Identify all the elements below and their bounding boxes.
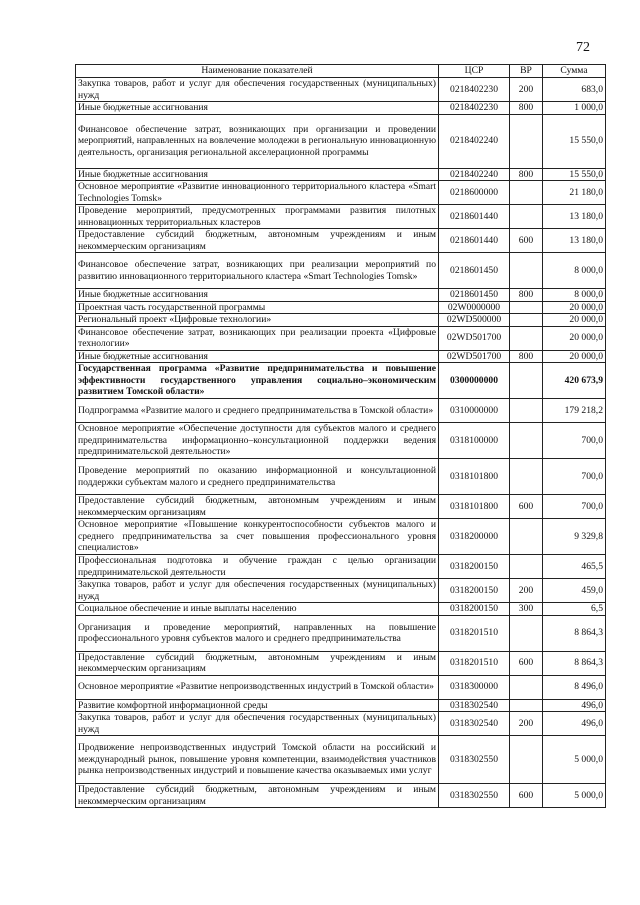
row-name-cell: Закупка товаров, работ и услуг для обеспечения государственных (муниципальных) нужд	[76, 78, 439, 102]
row-sum-cell: 13 180,0	[543, 229, 606, 253]
row-name-cell: Предоставление субсидий бюджетным, автономным учреждениям и иным некоммерческим организациям	[76, 229, 439, 253]
row-name-cell: Иные бюджетные ассигнования	[76, 102, 439, 115]
table-row	[76, 181, 606, 205]
row-name-cell: Профессиональная подготовка и обучение граждан с целью организации предпринимательской деятельности	[76, 555, 439, 579]
budget-table	[75, 64, 606, 808]
row-sum-cell: 8 000,0	[543, 253, 606, 289]
row-vr-cell	[510, 301, 543, 314]
row-vr-cell	[510, 114, 543, 168]
row-csr-cell: 0318200000	[439, 519, 510, 555]
row-name-cell: Финансовое обеспечение затрат, возникающих при реализации проекта «Цифровые технологии»	[76, 326, 439, 350]
row-vr-cell	[510, 363, 543, 399]
row-vr-cell	[510, 459, 543, 495]
table-row	[76, 326, 606, 350]
table-row	[76, 675, 606, 699]
row-name-cell: Проектная часть государственной программы	[76, 301, 439, 314]
row-name-cell: Закупка товаров, работ и услуг для обеспечения государственных (муниципальных) нужд	[76, 579, 439, 603]
row-name-cell: Основное мероприятие «Развитие непроизводственных индустрий в Томской области»	[76, 675, 439, 699]
table-row	[76, 301, 606, 314]
row-name-cell: Финансовое обеспечение затрат, возникающих при организации и проведении мероприятий, направленных на вовлечение молодежи в региональную инновационную деятельность, организация региональной акселерационной программы	[76, 114, 439, 168]
row-vr-cell	[510, 423, 543, 459]
table-row	[76, 314, 606, 327]
row-csr-cell: 0318201510	[439, 615, 510, 651]
row-vr-cell: 200	[510, 712, 543, 736]
row-csr-cell: 02W0000000	[439, 301, 510, 314]
row-vr-cell	[510, 314, 543, 327]
row-vr-cell: 600	[510, 229, 543, 253]
table-body	[76, 78, 606, 808]
table-row	[76, 651, 606, 675]
row-vr-cell: 600	[510, 495, 543, 519]
row-sum-cell: 179 218,2	[543, 399, 606, 423]
row-sum-cell: 683,0	[543, 78, 606, 102]
table-row	[76, 78, 606, 102]
header-name: Наименование показателей	[76, 65, 439, 78]
row-sum-cell: 496,0	[543, 712, 606, 736]
row-sum-cell: 13 180,0	[543, 205, 606, 229]
row-sum-cell: 8 864,3	[543, 651, 606, 675]
row-sum-cell: 700,0	[543, 423, 606, 459]
row-vr-cell: 200	[510, 579, 543, 603]
row-vr-cell	[510, 326, 543, 350]
table-row	[76, 555, 606, 579]
row-vr-cell: 800	[510, 350, 543, 363]
row-name-cell: Основное мероприятие «Повышение конкурентоспособности субъектов малого и среднего предпринимательства за счет повышения профессионального уровня специалистов»	[76, 519, 439, 555]
row-name-cell: Иные бюджетные ассигнования	[76, 289, 439, 302]
row-csr-cell: 02WD501700	[439, 326, 510, 350]
table-row	[76, 102, 606, 115]
table-row	[76, 399, 606, 423]
row-vr-cell	[510, 736, 543, 784]
row-sum-cell: 21 180,0	[543, 181, 606, 205]
row-name-cell: Предоставление субсидий бюджетным, автономным учреждениям и иным некоммерческим организациям	[76, 784, 439, 808]
row-vr-cell: 300	[510, 603, 543, 616]
row-csr-cell: 0218601450	[439, 253, 510, 289]
row-name-cell: Проведение мероприятий, предусмотренных программами развития пилотных инновационных территориальных кластеров	[76, 205, 439, 229]
row-csr-cell: 0218601440	[439, 205, 510, 229]
row-csr-cell: 0300000000	[439, 363, 510, 399]
table-row	[76, 205, 606, 229]
row-vr-cell: 600	[510, 784, 543, 808]
row-csr-cell: 0318200150	[439, 579, 510, 603]
row-csr-cell: 0318302540	[439, 712, 510, 736]
row-csr-cell: 02WD500000	[439, 314, 510, 327]
row-name-cell: Иные бюджетные ассигнования	[76, 350, 439, 363]
table-row	[76, 229, 606, 253]
row-name-cell: Иные бюджетные ассигнования	[76, 168, 439, 181]
row-name-cell: Региональный проект «Цифровые технологии»	[76, 314, 439, 327]
row-csr-cell: 0318201510	[439, 651, 510, 675]
row-csr-cell: 0318302550	[439, 736, 510, 784]
row-vr-cell	[510, 253, 543, 289]
row-vr-cell: 800	[510, 289, 543, 302]
row-vr-cell: 800	[510, 168, 543, 181]
row-csr-cell: 0318101800	[439, 495, 510, 519]
row-sum-cell: 20 000,0	[543, 314, 606, 327]
row-csr-cell: 0318302550	[439, 784, 510, 808]
row-name-cell: Предоставление субсидий бюджетным, автономным учреждениям и иным некоммерческим организациям	[76, 495, 439, 519]
row-name-cell: Основное мероприятие «Развитие инновационного территориального кластера «Smart Technologies Tomsk»	[76, 181, 439, 205]
table-row	[76, 579, 606, 603]
row-csr-cell: 0218600000	[439, 181, 510, 205]
row-vr-cell	[510, 181, 543, 205]
row-csr-cell: 0218601440	[439, 229, 510, 253]
row-sum-cell: 15 550,0	[543, 114, 606, 168]
row-sum-cell: 8 000,0	[543, 289, 606, 302]
row-sum-cell: 15 550,0	[543, 168, 606, 181]
row-vr-cell	[510, 699, 543, 712]
row-sum-cell: 20 000,0	[543, 350, 606, 363]
row-csr-cell: 0218402240	[439, 114, 510, 168]
row-vr-cell	[510, 205, 543, 229]
row-name-cell: Продвижение непроизводственных индустрий Томской области на российский и международный рынок, повышение уровня компетенции, взаимодействия участников рынка непроизводственных индустрий и повышение качества оказываемых ими услуг	[76, 736, 439, 784]
row-csr-cell: 0218402230	[439, 78, 510, 102]
table-row	[76, 603, 606, 616]
table-row	[76, 736, 606, 784]
row-sum-cell: 700,0	[543, 459, 606, 495]
row-sum-cell: 6,5	[543, 603, 606, 616]
row-vr-cell	[510, 555, 543, 579]
header-csr: ЦСР	[439, 65, 510, 78]
row-sum-cell: 465,5	[543, 555, 606, 579]
row-vr-cell: 800	[510, 102, 543, 115]
table-row	[76, 253, 606, 289]
row-name-cell: Предоставление субсидий бюджетным, автономным учреждениям и иным некоммерческим организациям	[76, 651, 439, 675]
table-row	[76, 459, 606, 495]
page-number: 72	[576, 40, 590, 55]
row-csr-cell: 0318101800	[439, 459, 510, 495]
table-row	[76, 519, 606, 555]
row-sum-cell: 5 000,0	[543, 736, 606, 784]
row-sum-cell: 8 864,3	[543, 615, 606, 651]
row-sum-cell: 1 000,0	[543, 102, 606, 115]
row-csr-cell: 0218402240	[439, 168, 510, 181]
row-sum-cell: 8 496,0	[543, 675, 606, 699]
table-row	[76, 495, 606, 519]
row-csr-cell: 0218601450	[439, 289, 510, 302]
row-name-cell: Организация и проведение мероприятий, направленных на повышение профессионального уровня субъектов малого и среднего предпринимательства	[76, 615, 439, 651]
row-sum-cell: 20 000,0	[543, 301, 606, 314]
table-row	[76, 423, 606, 459]
table-row	[76, 289, 606, 302]
table-row	[76, 168, 606, 181]
table-row	[76, 114, 606, 168]
row-name-cell: Развитие комфортной информационной среды	[76, 699, 439, 712]
table-row	[76, 363, 606, 399]
row-sum-cell: 459,0	[543, 579, 606, 603]
row-name-cell: Финансовое обеспечение затрат, возникающих при реализации мероприятий по развитию инновационного территориального кластера «Smart Technologies Tomsk»	[76, 253, 439, 289]
row-vr-cell	[510, 399, 543, 423]
table-row	[76, 699, 606, 712]
row-csr-cell: 0318100000	[439, 423, 510, 459]
row-sum-cell: 496,0	[543, 699, 606, 712]
row-name-cell: Основное мероприятие «Обеспечение доступности для субъектов малого и среднего предпринимательства информационно–консультационной поддержки ведения предпринимательской деятельности»	[76, 423, 439, 459]
row-csr-cell: 0318300000	[439, 675, 510, 699]
row-vr-cell: 600	[510, 651, 543, 675]
row-name-cell: Государственная программа «Развитие предпринимательства и повышение эффективности государственного управления социально–экономическим развитием Томской области»	[76, 363, 439, 399]
row-csr-cell: 02WD501700	[439, 350, 510, 363]
header-sum: Сумма	[543, 65, 606, 78]
row-csr-cell: 0318200150	[439, 603, 510, 616]
table-row	[76, 350, 606, 363]
row-csr-cell: 0310000000	[439, 399, 510, 423]
row-name-cell: Социальное обеспечение и иные выплаты населению	[76, 603, 439, 616]
row-vr-cell: 200	[510, 78, 543, 102]
row-name-cell: Подпрограмма «Развитие малого и среднего предпринимательства в Томской области»	[76, 399, 439, 423]
row-sum-cell: 420 673,9	[543, 363, 606, 399]
header-vr: ВР	[510, 65, 543, 78]
row-sum-cell: 700,0	[543, 495, 606, 519]
row-name-cell: Закупка товаров, работ и услуг для обеспечения государственных (муниципальных) нужд	[76, 712, 439, 736]
row-name-cell: Проведение мероприятий по оказанию информационной и консультационной поддержки субъектам малого и среднего предпринимательства	[76, 459, 439, 495]
table-row	[76, 615, 606, 651]
table-row	[76, 712, 606, 736]
row-vr-cell	[510, 675, 543, 699]
row-sum-cell: 5 000,0	[543, 784, 606, 808]
row-vr-cell	[510, 519, 543, 555]
row-sum-cell: 9 329,8	[543, 519, 606, 555]
row-vr-cell	[510, 615, 543, 651]
row-sum-cell: 20 000,0	[543, 326, 606, 350]
row-csr-cell: 0318200150	[439, 555, 510, 579]
row-csr-cell: 0318302540	[439, 699, 510, 712]
table-row	[76, 784, 606, 808]
row-csr-cell: 0218402230	[439, 102, 510, 115]
table-header-row	[76, 65, 606, 78]
